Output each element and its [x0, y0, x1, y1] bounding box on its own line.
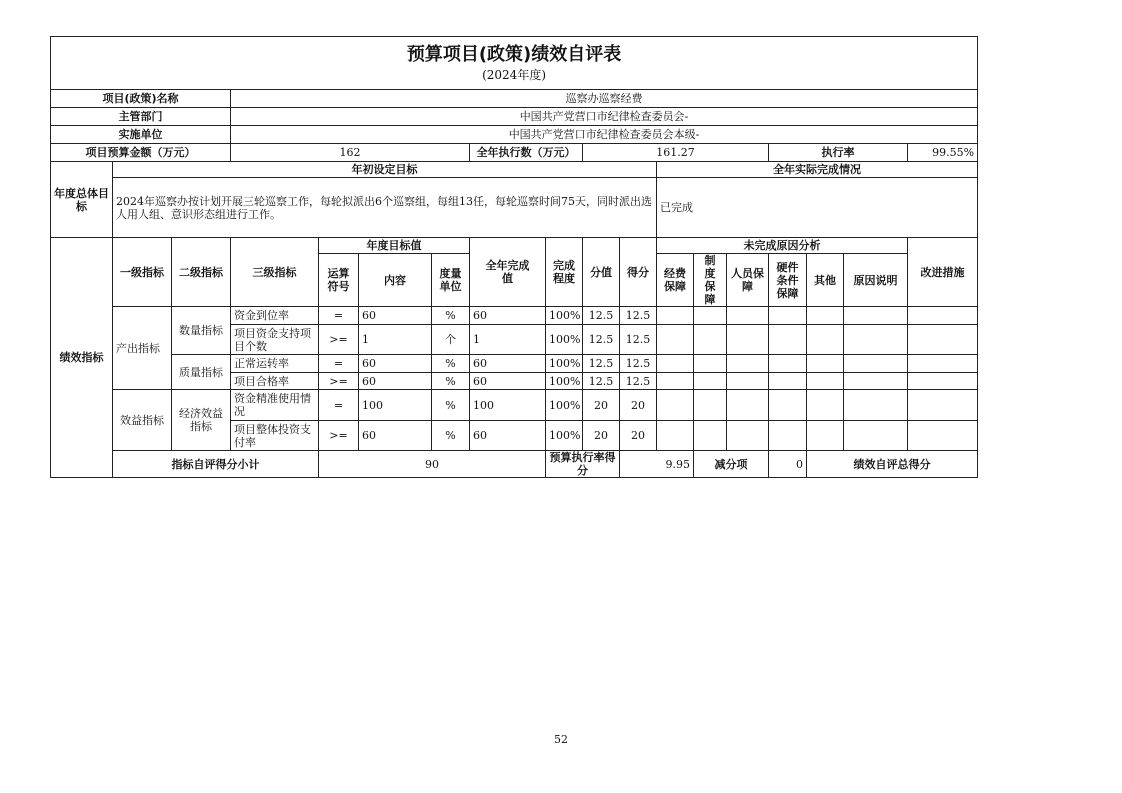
subtotal-label: 指标自评得分小计	[113, 451, 319, 478]
indicator-score: 12.5	[620, 355, 657, 373]
dept-label: 主管部门	[51, 108, 231, 126]
indicator-operator: =	[319, 355, 359, 373]
indicator-completion: 100%	[546, 421, 583, 451]
indicator-operator: >=	[319, 373, 359, 390]
dept-value: 中国共产党营口市纪律检查委员会-	[231, 108, 978, 126]
indicator-actual: 60	[470, 307, 546, 325]
budget-value: 162	[231, 144, 470, 162]
indicator-operator: =	[319, 307, 359, 325]
deduct-label: 减分项	[694, 451, 769, 478]
indicator-unit: %	[432, 373, 470, 390]
header-reason-explain: 原因说明	[844, 254, 908, 307]
deduct-value: 0	[769, 451, 807, 478]
indicator-score-value: 12.5	[583, 355, 620, 373]
exec-score-label: 预算执行率得分	[546, 451, 620, 478]
exec-score-value: 9.95	[620, 451, 694, 478]
header-score-value: 分值	[583, 238, 620, 307]
indicator-unit: %	[432, 307, 470, 325]
indicator-content: 60	[359, 307, 432, 325]
indicator-score: 20	[620, 390, 657, 421]
indicator-unit: 个	[432, 325, 470, 355]
indicator-completion: 100%	[546, 307, 583, 325]
page-subtitle: (2024年度)	[482, 68, 546, 82]
header-completion: 完成程度	[546, 238, 583, 307]
exec-amount-label: 全年执行数（万元）	[470, 144, 583, 162]
indicator-content: 60	[359, 373, 432, 390]
indicator-name: 正常运转率	[231, 355, 319, 373]
level2-quantity: 数量指标	[172, 307, 231, 355]
title-cell	[51, 37, 978, 90]
indicator-content: 100	[359, 390, 432, 421]
exec-amount-value: 161.27	[583, 144, 769, 162]
indicator-score: 12.5	[620, 373, 657, 390]
impl-unit-value: 中国共产党营口市纪律检查委员会本级-	[231, 126, 978, 144]
page-title: 预算项目(政策)绩效自评表	[406, 44, 622, 65]
budget-label: 项目预算金额（万元）	[51, 144, 231, 162]
header-content: 内容	[359, 254, 432, 307]
indicator-operator: >=	[319, 421, 359, 451]
level2-quality: 质量指标	[172, 355, 231, 390]
performance-indicators-label: 绩效指标	[51, 238, 113, 478]
header-operator: 运算符号	[319, 254, 359, 307]
indicator-score-value: 20	[583, 421, 620, 451]
indicator-operator: >=	[319, 325, 359, 355]
level2-economic: 经济效益指标	[172, 390, 231, 451]
header-reason-funding: 经费保障	[657, 254, 694, 307]
indicator-actual: 100	[470, 390, 546, 421]
indicator-score: 12.5	[620, 307, 657, 325]
header-reason-staff: 人员保障	[727, 254, 769, 307]
exec-rate-label: 执行率	[769, 144, 908, 162]
indicator-operator: =	[319, 390, 359, 421]
header-reason-other: 其他	[807, 254, 844, 307]
exec-rate-value: 99.55%	[908, 144, 978, 162]
indicator-name: 项目合格率	[231, 373, 319, 390]
header-target-group: 年度目标值	[319, 238, 470, 254]
actual-completion-text: 已完成	[657, 178, 978, 238]
project-name-value: 巡察办巡察经费	[231, 90, 978, 108]
indicator-name: 项目资金支持项目个数	[231, 325, 319, 355]
header-improve: 改进措施	[908, 238, 978, 307]
page-number: 52	[554, 733, 568, 746]
total-score-label: 绩效自评总得分	[807, 451, 978, 478]
indicator-completion: 100%	[546, 373, 583, 390]
impl-unit-label: 实施单位	[51, 126, 231, 144]
indicator-name: 资金精准使用情况	[231, 390, 319, 421]
indicator-score-value: 12.5	[583, 373, 620, 390]
header-reason-group: 未完成原因分析	[657, 238, 908, 254]
annual-goal-label: 年度总体目标	[51, 162, 113, 238]
indicator-completion: 100%	[546, 355, 583, 373]
header-level2: 二级指标	[172, 238, 231, 307]
table-row	[51, 390, 978, 421]
indicator-content: 60	[359, 421, 432, 451]
indicator-completion: 100%	[546, 325, 583, 355]
indicator-actual: 1	[470, 325, 546, 355]
indicator-unit: %	[432, 390, 470, 421]
indicator-content: 60	[359, 355, 432, 373]
indicator-unit: %	[432, 421, 470, 451]
indicator-completion: 100%	[546, 390, 583, 421]
header-score: 得分	[620, 238, 657, 307]
actual-completion-header: 全年实际完成情况	[657, 162, 978, 178]
indicator-name: 项目整体投资支付率	[231, 421, 319, 451]
initial-goal-header: 年初设定目标	[113, 162, 657, 178]
indicator-score-value: 12.5	[583, 325, 620, 355]
subtotal-value: 90	[319, 451, 546, 478]
indicator-score-value: 20	[583, 390, 620, 421]
indicator-name: 资金到位率	[231, 307, 319, 325]
table-row	[51, 307, 978, 325]
indicator-actual: 60	[470, 373, 546, 390]
indicator-actual: 60	[470, 355, 546, 373]
indicator-content: 1	[359, 325, 432, 355]
header-unit: 度量单位	[432, 254, 470, 307]
indicator-score: 20	[620, 421, 657, 451]
header-level1: 一级指标	[113, 238, 172, 307]
initial-goal-text: 2024年巡察办按计划开展三轮巡察工作，每轮拟派出6个巡察组，每组13任，每轮巡察时间75天，同时派出选人用人组、意识形态组进行工作。	[113, 178, 657, 238]
header-level3: 三级指标	[231, 238, 319, 307]
indicator-score: 12.5	[620, 325, 657, 355]
performance-self-evaluation-table	[50, 36, 978, 478]
level1-benefit: 效益指标	[113, 390, 172, 451]
table-row	[51, 355, 978, 373]
header-actual: 全年完成值	[470, 238, 546, 307]
header-reason-hardware: 硬件条件保障	[769, 254, 807, 307]
header-reason-system: 制度保障	[694, 254, 727, 307]
indicator-unit: %	[432, 355, 470, 373]
level1-output: 产出指标	[113, 307, 172, 390]
project-name-label: 项目(政策)名称	[51, 90, 231, 108]
indicator-actual: 60	[470, 421, 546, 451]
indicator-score-value: 12.5	[583, 307, 620, 325]
